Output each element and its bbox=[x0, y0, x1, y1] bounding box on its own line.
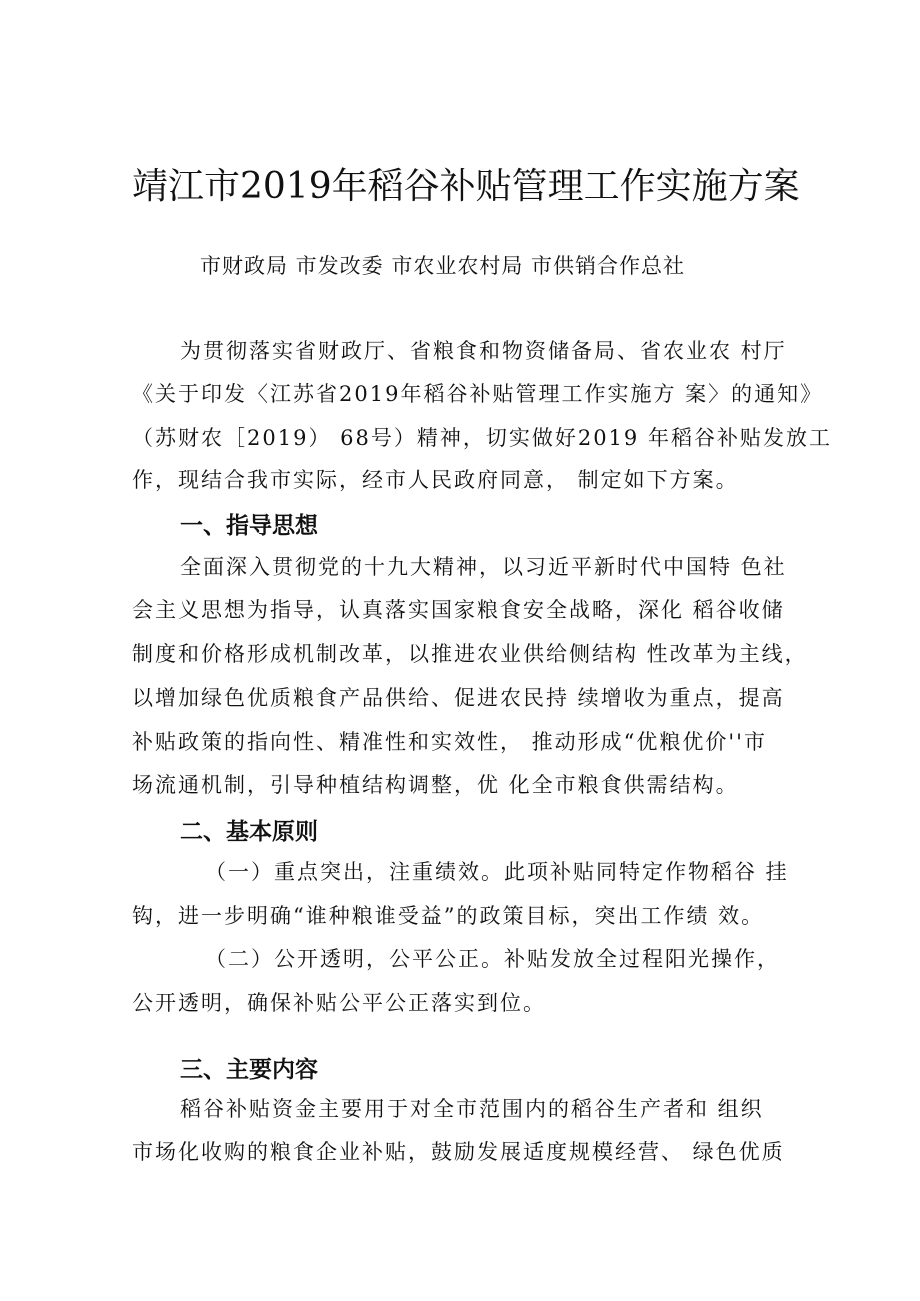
section1-line-6: 场流通机制，引导种植结构调整，优 化全市粮食供需结构。 bbox=[132, 773, 739, 797]
section-heading-basic-principles: 二、基本原则 bbox=[180, 819, 318, 845]
section3-line-2: 市场化收购的粮食企业补贴，鼓励发展适度规模经营、 绿色优质 bbox=[132, 1140, 785, 1164]
section2-line-4: 公开透明，确保补贴公平公正落实到位。 bbox=[132, 991, 546, 1015]
issuing-departments: 市财政局 市发改委 市农业农村局 市供销合作总社 bbox=[200, 254, 686, 278]
section-heading-guiding-ideology: 一、指导思想 bbox=[180, 513, 318, 539]
intro-line-3: （苏财农［2019） 68号）精神，切实做好2019 年稻谷补贴发放工 bbox=[132, 426, 832, 450]
section1-line-5: 补贴政策的指向性、精准性和实效性， 推动形成“优粮优价''市 bbox=[132, 730, 767, 754]
document-title: 靖江市2019年稻谷补贴管理工作实施方案 bbox=[132, 166, 800, 207]
section2-line-1: （一）重点突出，注重绩效。此项补贴同特定作物稻谷 挂 bbox=[205, 860, 789, 884]
intro-line-4: 作，现结合我市实际，经市人民政府同意， 制定如下方案。 bbox=[132, 468, 739, 492]
section1-line-4: 以增加绿色优质粮食产品供给、促进农民持 续增收为重点，提高 bbox=[132, 686, 785, 710]
section3-line-1: 稻谷补贴资金主要用于对全市范围内的稻谷生产者和 组织 bbox=[180, 1097, 764, 1121]
section1-line-1: 全面深入贯彻党的十九大精神，以习近平新时代中国特 色社 bbox=[180, 555, 787, 579]
section1-line-3: 制度和价格形成机制改革，以推进农业供给侧结构 性改革为主线， bbox=[132, 642, 808, 666]
section1-line-2: 会主义思想为指导，认真落实国家粮食安全战略，深化 稻谷收储 bbox=[132, 598, 785, 622]
section-heading-main-content: 三、主要内容 bbox=[180, 1057, 318, 1083]
section2-line-2: 钩，进一步明确“谁种粮谁受益”的政策目标，突出工作绩 效。 bbox=[132, 904, 765, 928]
intro-line-2: 《关于印发〈江苏省2019年稻谷补贴管理工作实施方 案〉的通知》 bbox=[132, 382, 824, 406]
section2-line-3: （二）公开透明，公平公正。补贴发放全过程阳光操作， bbox=[205, 947, 780, 971]
intro-line-1: 为贯彻落实省财政厅、省粮食和物资储备局、省农业农 村厅 bbox=[180, 339, 787, 363]
